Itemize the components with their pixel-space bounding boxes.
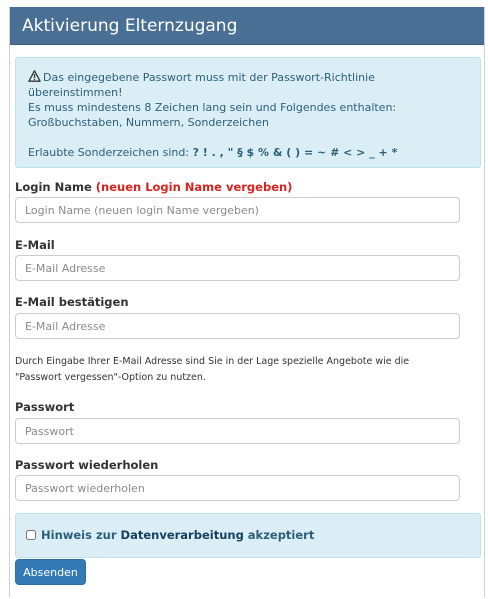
email-label: E-Mail: [15, 238, 55, 252]
login-name-label: [15, 180, 292, 194]
password-policy-alert: [15, 57, 481, 168]
consent-zur: zur: [91, 528, 121, 542]
password-repeat-input[interactable]: [15, 475, 460, 501]
allowed-chars-label: Erlaubte Sonderzeichen sind:: [28, 146, 193, 159]
activation-panel: [9, 7, 485, 597]
login-name-hint: (neuen Login Name vergeben): [95, 180, 293, 194]
email-confirm-input[interactable]: [15, 313, 460, 339]
email-note: Durch Eingabe Ihrer E-Mail Adresse sind Sie in der Lage spezielle Angebote wie die "Passwort vergessen"-Option zu nutzen.: [15, 356, 410, 383]
data-processing-link[interactable]: Datenverarbeitung: [120, 528, 244, 542]
email-confirm-label: E-Mail bestätigen: [15, 295, 129, 309]
policy-line-2: Es muss mindestens 8 Zeichen lang sein und Folgendes enthalten:: [28, 101, 397, 114]
policy-line-3: Großbuchstaben, Nummern, Sonderzeichen: [28, 116, 269, 129]
privacy-consent-checkbox[interactable]: [26, 530, 36, 540]
password-label: Passwort: [15, 400, 75, 414]
login-name-input[interactable]: [15, 197, 460, 223]
email-input[interactable]: [15, 255, 460, 281]
submit-button[interactable]: Absenden: [15, 559, 86, 585]
privacy-consent-box: [15, 513, 481, 558]
allowed-special-chars: [28, 145, 470, 160]
consent-hint-word: Hinweis: [41, 528, 92, 542]
consent-suffix: akzeptiert: [243, 528, 315, 542]
password-input[interactable]: [15, 418, 460, 444]
page-title: Aktivierung Elternzugang: [10, 7, 484, 45]
allowed-chars-list: ? ! . , " § $ % & ( ) = ~ # < > _ + *: [192, 146, 398, 159]
login-name-label-text: Login Name: [15, 180, 92, 194]
warning-triangle-icon: [28, 70, 41, 82]
password-repeat-label: Passwort wiederholen: [15, 458, 159, 472]
policy-line-1: Das eingegebene Passwort muss mit der Passwort-Richtlinie übereinstimmen!: [28, 71, 375, 99]
privacy-consent-text: [41, 528, 314, 542]
